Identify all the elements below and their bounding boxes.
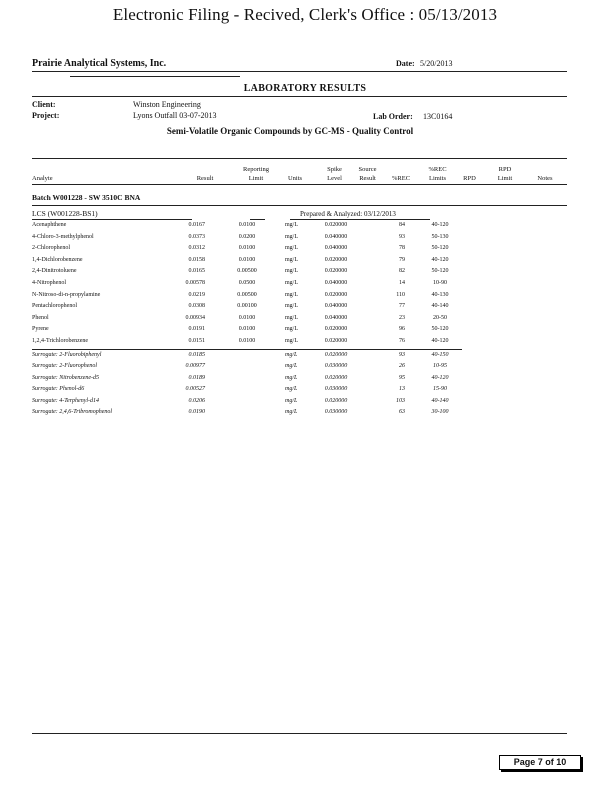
- spike-level-cell: 0.030000: [324, 363, 348, 370]
- rec-cell: 96: [399, 326, 405, 333]
- result-cell: 0.0373: [188, 233, 205, 240]
- reporting-limit-cell: 0.00500: [237, 268, 257, 275]
- col-rpd: RPD: [463, 175, 476, 182]
- analyte-cell: 4-Nitrophenol: [32, 280, 66, 286]
- col-result: Result: [196, 175, 214, 182]
- rec-cell: 26: [399, 363, 405, 370]
- result-cell: 0.0158: [188, 256, 205, 263]
- company-name: Prairie Analytical Systems, Inc.: [32, 58, 167, 69]
- batch-label: Batch W001228 - SW 3510C BNA: [32, 193, 141, 202]
- units-cell: mg/L: [285, 245, 298, 252]
- result-cell: 0.0191: [188, 326, 205, 333]
- col-source-result: [350, 165, 385, 183]
- date-value: 5/20/2013: [420, 59, 453, 68]
- rec-cell: 63: [399, 409, 405, 415]
- rec-cell: 93: [399, 352, 405, 358]
- footer-rule: [32, 733, 567, 734]
- reporting-limit-cell: 0.0100: [238, 338, 256, 344]
- header-bottom-rule: [32, 184, 567, 185]
- surrogate-row: [0, 386, 610, 397]
- lcs-rule-right: [290, 219, 430, 220]
- spike-level-cell: 0.020000: [324, 326, 348, 333]
- rec-limits-cell: 20-50: [433, 314, 447, 321]
- analyte-cell: 4-Chloro-3-methylphenol: [32, 233, 94, 240]
- table-row: [0, 245, 610, 256]
- surrogate-row: [0, 352, 610, 363]
- reporting-limit-cell: 0.00100: [237, 303, 257, 310]
- analyte-cell: Surrogate: 2,4,6-Tribromophenol: [32, 409, 113, 415]
- rec-limits-cell: 40-120: [431, 338, 449, 344]
- col-spike-level: [317, 165, 352, 183]
- rec-cell: 13: [399, 386, 405, 393]
- col-units: Units: [287, 175, 303, 182]
- rec-cell: 79: [399, 256, 405, 263]
- rec-cell: 93: [399, 233, 405, 240]
- units-cell: mg/L: [285, 291, 298, 298]
- rec-limits-cell: 40-120: [431, 222, 449, 228]
- rec-limits-cell: 40-140: [431, 303, 449, 310]
- reporting-limit-cell: 0.0100: [238, 256, 256, 263]
- result-cell: 0.0219: [188, 291, 205, 298]
- spike-level-cell: 0.020000: [324, 374, 348, 381]
- prepared-analyzed: Prepared & Analyzed: 03/12/2013: [300, 210, 396, 218]
- header-rule: [32, 71, 567, 72]
- analyte-cell: Surrogate: Phenol-d6: [32, 386, 85, 393]
- col-rec-limits-line1: %REC: [428, 166, 447, 173]
- spike-level-cell: 0.030000: [324, 409, 348, 415]
- report-title: LABORATORY RESULTS: [243, 83, 367, 94]
- rec-cell: 84: [399, 222, 405, 228]
- lcs-rule-mid: [250, 219, 265, 220]
- spike-level-cell: 0.040000: [324, 233, 348, 240]
- col-reporting-limit: [236, 165, 276, 183]
- surrogate-row: [0, 398, 610, 409]
- table-row: [0, 326, 610, 337]
- rec-limits-cell: 50-120: [431, 245, 449, 252]
- batch-rule: [32, 205, 567, 206]
- result-cell: 0.0206: [188, 397, 205, 404]
- rec-cell: 82: [399, 268, 405, 275]
- rec-cell: 110: [396, 291, 405, 298]
- col-spike-level-line2: Level: [327, 175, 342, 182]
- reporting-limit-cell: 0.0100: [238, 222, 256, 228]
- table-row: [0, 303, 610, 314]
- reporting-limit-cell: 0.0100: [238, 245, 256, 252]
- result-cell: 0.0151: [188, 338, 205, 344]
- client-value: Winston Engineering: [133, 100, 201, 109]
- col-analyte: Analyte: [32, 175, 53, 182]
- reporting-limit-cell: 0.0100: [238, 314, 256, 321]
- rec-cell: 103: [396, 397, 405, 404]
- analyte-cell: Surrogate: 2-Fluorophenol: [32, 363, 98, 370]
- surrogate-row: [0, 375, 610, 386]
- analyte-cell: Phenol: [32, 314, 49, 321]
- lcs-rule-left: [32, 219, 192, 220]
- result-cell: 0.0167: [188, 222, 205, 228]
- spike-level-cell: 0.040000: [324, 245, 348, 252]
- table-row: [0, 280, 610, 291]
- table-row: [0, 257, 610, 268]
- spike-level-cell: 0.020000: [324, 256, 348, 263]
- filing-banner: Electronic Filing - Recived, Clerk's Office : 05/13/2013: [112, 5, 498, 24]
- page-number: Page 7 of 10: [499, 755, 581, 770]
- units-cell: mg/L: [285, 338, 298, 344]
- table-row: [0, 268, 610, 279]
- rec-limits-cell: 50-120: [431, 268, 449, 275]
- col-rpd-limit-line1: RPD: [498, 166, 512, 173]
- col-rpd-limit-line2: Limit: [497, 175, 513, 182]
- table-row: [0, 234, 610, 245]
- lab-order-label: Lab Order:: [373, 112, 413, 121]
- table-row: [0, 292, 610, 303]
- surrogate-rule: [32, 349, 462, 350]
- rec-limits-cell: 50-120: [431, 326, 449, 333]
- table-row: [0, 315, 610, 326]
- col-source-result-line1: Source: [358, 166, 377, 173]
- units-cell: mg/L: [285, 386, 298, 393]
- rec-cell: 14: [399, 280, 405, 286]
- spike-level-cell: 0.020000: [324, 222, 348, 228]
- col-reporting-limit-line1: Reporting: [243, 166, 269, 173]
- result-cell: 0.0165: [188, 268, 205, 275]
- table-row: [0, 338, 610, 349]
- units-cell: mg/L: [285, 268, 298, 275]
- rec-cell: 76: [399, 338, 405, 344]
- col-source-result-line2: Result: [359, 175, 376, 182]
- rec-limits-cell: 15-90: [433, 386, 447, 393]
- lab-order-value: 13C0164: [423, 112, 453, 121]
- spike-level-cell: 0.040000: [324, 280, 348, 286]
- analyte-cell: Acenaphthene: [32, 222, 67, 228]
- rec-limits-cell: 40-120: [431, 256, 449, 263]
- project-value: Lyons Outfall 03-07-2013: [133, 111, 217, 120]
- analyte-cell: Pentachlorophenol: [32, 303, 77, 310]
- units-cell: mg/L: [285, 409, 298, 415]
- header-rule-short: [70, 76, 240, 77]
- units-cell: mg/L: [285, 314, 298, 321]
- units-cell: mg/L: [285, 222, 298, 228]
- col-rpd-limit: [490, 165, 520, 183]
- result-cell: 0.00934: [185, 314, 205, 321]
- units-cell: mg/L: [285, 374, 298, 381]
- rec-cell: 77: [399, 303, 405, 310]
- col-reporting-limit-line2: Limit: [248, 175, 264, 182]
- rec-limits-cell: 40-120: [431, 374, 449, 381]
- result-cell: 0.0308: [188, 303, 205, 310]
- reporting-limit-cell: 0.00500: [237, 291, 257, 298]
- spike-level-cell: 0.020000: [324, 268, 348, 275]
- spike-level-cell: 0.040000: [324, 303, 348, 310]
- result-cell: 0.00578: [185, 280, 205, 286]
- client-label: Client:: [32, 100, 56, 109]
- result-cell: 0.0189: [188, 374, 205, 381]
- rec-cell: 95: [399, 374, 405, 381]
- spike-level-cell: 0.020000: [324, 397, 348, 404]
- spike-level-cell: 0.040000: [324, 314, 348, 321]
- reporting-limit-cell: 0.0100: [238, 326, 256, 333]
- rec-limits-cell: 10-95: [433, 363, 447, 370]
- surrogate-row: [0, 409, 610, 420]
- analyte-cell: Pyrene: [32, 326, 49, 333]
- date-label: Date:: [396, 59, 415, 68]
- result-cell: 0.0312: [188, 245, 205, 252]
- units-cell: mg/L: [285, 303, 298, 310]
- report-subtitle: Semi-Volatile Organic Compounds by GC-MS - Quality Control: [166, 126, 414, 136]
- units-cell: mg/L: [285, 326, 298, 333]
- table-row: [0, 222, 610, 233]
- spike-level-cell: 0.030000: [324, 386, 348, 393]
- analyte-cell: 1,2,4-Trichlorobenzene: [32, 338, 89, 344]
- result-cell: 0.0185: [188, 352, 205, 358]
- lcs-label: LCS (W001228-BS1): [32, 209, 98, 218]
- col-rec-limits: [420, 165, 455, 183]
- units-cell: mg/L: [285, 280, 298, 286]
- spike-level-cell: 0.020000: [324, 291, 348, 298]
- result-cell: 0.00527: [185, 386, 205, 393]
- reporting-limit-cell: 0.0200: [238, 233, 256, 240]
- units-cell: mg/L: [285, 256, 298, 263]
- analyte-cell: Surrogate: Nitrobenzene-d5: [32, 374, 100, 381]
- units-cell: mg/L: [285, 352, 298, 358]
- spike-level-cell: 0.020000: [324, 338, 348, 344]
- rec-limits-cell: 40-150: [431, 352, 449, 358]
- project-label: Project:: [32, 111, 60, 120]
- title-underline: [32, 96, 567, 97]
- analyte-cell: 2,4-Dinitrotoluene: [32, 268, 77, 275]
- analyte-cell: 2-Chlorophenol: [32, 245, 70, 252]
- rec-limits-cell: 30-100: [431, 409, 449, 415]
- units-cell: mg/L: [285, 363, 298, 370]
- surrogate-row: [0, 363, 610, 374]
- reporting-limit-cell: 0.0500: [238, 280, 256, 286]
- result-cell: 0.00977: [185, 363, 205, 370]
- rec-limits-cell: 10-90: [433, 280, 447, 286]
- table-top-rule: [32, 158, 567, 159]
- result-cell: 0.0190: [188, 409, 205, 415]
- rec-limits-cell: 50-130: [431, 233, 449, 240]
- analyte-cell: N-Nitroso-di-n-propylamine: [32, 291, 101, 298]
- units-cell: mg/L: [285, 397, 298, 404]
- rec-limits-cell: 40-140: [431, 397, 449, 404]
- rec-limits-cell: 40-130: [431, 291, 449, 298]
- analyte-cell: Surrogate: 4-Terphenyl-d14: [32, 397, 100, 404]
- col-rec: %REC: [391, 175, 411, 182]
- analyte-cell: Surrogate: 2-Fluorobiphenyl: [32, 352, 102, 358]
- rec-cell: 78: [399, 245, 405, 252]
- col-rec-limits-line2: Limits: [429, 175, 446, 182]
- spike-level-cell: 0.020000: [324, 352, 348, 358]
- units-cell: mg/L: [285, 233, 298, 240]
- analyte-cell: 1,4-Dichlorobenzene: [32, 256, 83, 263]
- rec-cell: 23: [399, 314, 405, 321]
- col-notes: Notes: [537, 175, 553, 182]
- col-spike-level-line1: Spike: [327, 166, 342, 173]
